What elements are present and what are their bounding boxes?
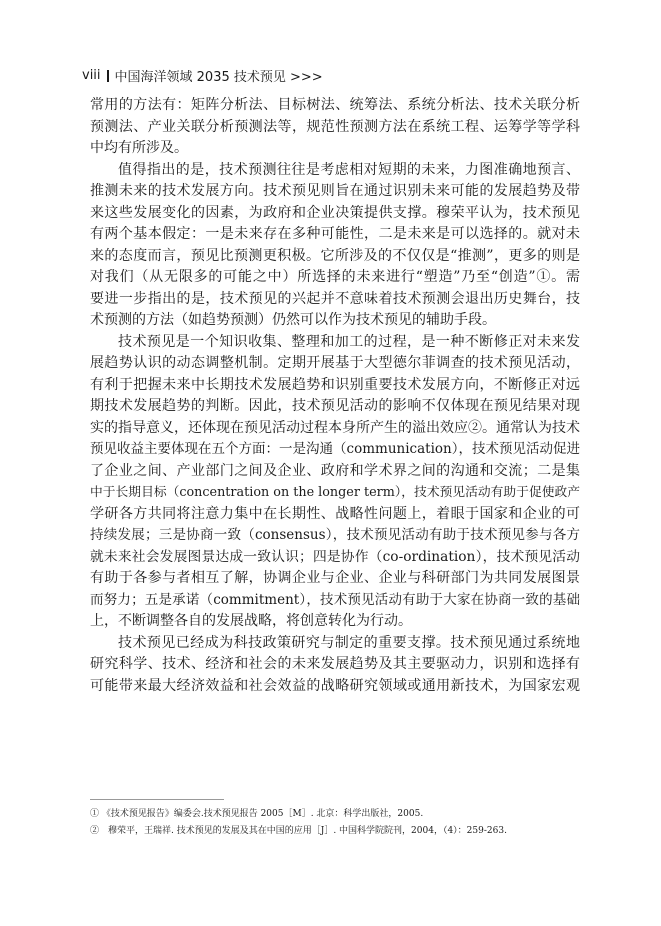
- page-number: viii: [82, 68, 101, 83]
- text-line: 技术预见已经成为科技政策研究与制定的重要支撑。技术预见通过系统地: [118, 634, 580, 651]
- text-line: 而努力；五是承诺（commitment），技术预见活动有助于大家在协商一致的基础: [90, 591, 580, 608]
- text-line: 学研各方共同将注意力集中在长期性、战略性问题上，着眼于国家和企业的可: [90, 505, 580, 522]
- text-line: 对我们（从无限多的可能之中）所选择的未来进行“塑造”乃至“创造”①。需: [90, 269, 580, 285]
- text-line: 中均有所涉及。: [90, 140, 188, 156]
- text-line: 有助于各参与者相互了解，协调企业与企业、企业与科研部门为共同发展图景: [90, 570, 580, 586]
- text-line: 预测法、产业关联分析预测法等，规范性预测方法在系统工程、运筹学等学科: [90, 118, 580, 135]
- text-line: 展趋势认识的动态调整机制。定期开展基于大型德尔菲调查的技术预见活动，: [90, 355, 580, 371]
- text-line: 推测未来的技术发展方向。技术预见则旨在通过识别未来可能的发展趋势及带: [90, 183, 580, 199]
- text-line: 研究科学、技术、经济和社会的未来发展趋势及其主要驱动力，识别和选择有: [90, 656, 580, 672]
- body-text: [90, 95, 580, 697]
- text-line: 有利于把握未来中长期技术发展趋势和识别重要技术发展方向，不断修正对远: [90, 376, 580, 393]
- running-header: [82, 66, 323, 85]
- text-line: 来这些发展变化的因素，为政府和企业决策提供支撑。穆荣平认为，技术预见: [90, 204, 580, 221]
- footnote-1: ① 《技术预见报告》编委会.技术预见报告 2005［M］. 北京：科学出版社，2005.: [90, 809, 424, 819]
- text-line: 预见收益主要体现在五个方面：一是沟通（communication），技术预见活动促进: [90, 441, 580, 457]
- text-line: 就未来社会发展图景达成一致认识；四是协作（co-ordination），技术预见活动: [90, 548, 580, 565]
- text-line: 要进一步指出的是，技术预见的兴起并不意味着技术预测会退出历史舞台，技: [90, 290, 580, 307]
- footnote-rule: [90, 799, 224, 800]
- text-line: 技术预见是一个知识收集、整理和加工的过程，是一种不断修正对未来发: [118, 333, 580, 350]
- header-divider: [107, 70, 109, 82]
- text-line: 常用的方法有：矩阵分析法、目标树法、统筹法、系统分析法、技术关联分析: [90, 97, 580, 113]
- text-line: 术预测的方法（如趋势预测）仍然可以作为技术预见的辅助手段。: [90, 312, 496, 328]
- text-line: 期技术发展趋势的判断。因此，技术预见活动的影响不仅体现在预见结果对现: [90, 398, 580, 414]
- text-line: 中于长期目标（concentration on the longer term），技术预见活动有助于促使政产: [90, 485, 580, 500]
- text-line: 值得指出的是，技术预测往往是考虑相对短期的未来，力图准确地预言、: [118, 161, 580, 178]
- text-line: 来的态度而言，预见比预测更积极。它所涉及的不仅仅是“推测”，更多的则是: [90, 247, 580, 264]
- text-line: 持续发展；三是协商一致（consensus），技术预见活动有助于技术预见参与各方: [90, 527, 580, 543]
- footnotes: [90, 806, 580, 840]
- footnote-2: ② 穆荣平，王瑞祥. 技术预见的发展及其在中国的应用［J］. 中国科学院院刊，2004，（4）：259-263.: [90, 826, 507, 836]
- text-line: 有两个基本假定：一是未来存在多种可能性，二是未来是可以选择的。就对未: [90, 226, 580, 242]
- text-line: 可能带来最大经济效益和社会效益的战略研究领域或通用新技术，为国家宏观: [90, 677, 580, 694]
- text-line: 上，不断调整各自的发展战略，将创意转化为行动。: [90, 613, 412, 629]
- text-line: 实的指导意义，还体现在预见活动过程本身所产生的溢出效应②。通常认为技术: [90, 419, 580, 436]
- running-title: 中国海洋领域 2035 技术预见 >>>: [114, 70, 323, 85]
- text-line: 了企业之间、产业部门之间及企业、政府和学术界之间的沟通和交流；二是集: [90, 462, 580, 479]
